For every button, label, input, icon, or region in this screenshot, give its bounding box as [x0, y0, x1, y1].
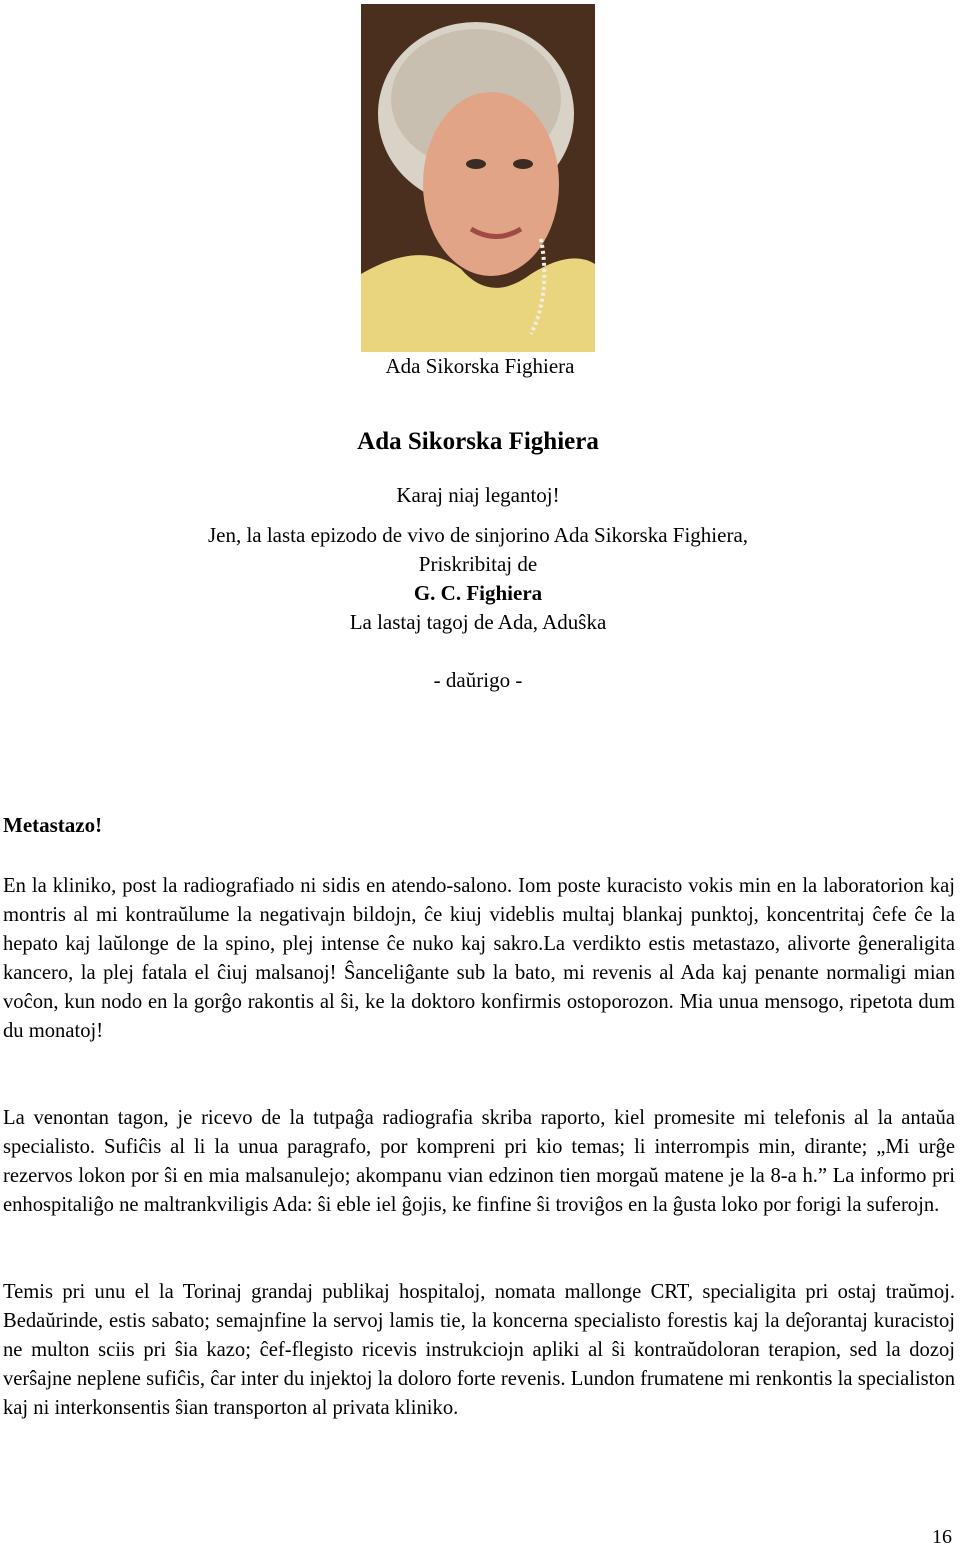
- greeting: Karaj niaj legantoj!: [396, 483, 560, 507]
- paragraph-2: La venontan tagon, je ricevo de la tutpaĝa radiografia skriba raporto, kiel promesite mi telefonis al la antaŭa specialisto. Sufiĉis al li la unua paragrafo, por kompreni pri kio temas; li interrompis min, dirante; „Mi urĝe rezervos lokon por ŝi en mia malsanulejo; akompanu vian edzinon tien morgaŭ matene je la 8-a h.” La informo pri enhospitaliĝo ne maltrankviligis Ada: ŝi eble iel ĝojis, ke finfine ŝi troviĝos en la ĝusta loko por forigi la suferojn.: [3, 1107, 955, 1216]
- intro-line-1: Jen, la lasta epizodo de vivo de sinjorino Ada Sikorska Fighiera,: [207, 523, 749, 547]
- author-name: G. C. Fighiera: [413, 581, 543, 605]
- continuation-marker: - daŭrigo -: [433, 668, 523, 692]
- portrait-photo: [361, 4, 595, 352]
- document-title: Ada Sikorska Fighiera: [357, 428, 599, 455]
- page-number: 16: [932, 1526, 952, 1548]
- intro-line-2: Priskribitaj de: [418, 552, 538, 576]
- portrait-illustration: [361, 4, 595, 352]
- paragraph-3: Temis pri unu el la Torinaj grandaj publikaj hospitaloj, nomata mallonge CRT, specialigita pri ostaj traŭmoj. Bedaŭrinde, estis sabato; semajnfine la servoj lamis tie, la koncerna specialisto forestis kaj la deĵorantaj kuracistoj ne multon sciis pri ŝia kazo; ĉef-flegisto ricevis instrukciojn apliki al ŝi kontraŭdoloran terapion, sed la dozoj verŝajne neplene sufiĉis, ĉar inter du injektoj la doloro forte revenis. Lundon frumatene mi renkontis la specialiston kaj ni interkonsentis ŝian transporton al privata kliniko.: [3, 1281, 955, 1419]
- section-heading: Metastazo!: [3, 813, 103, 837]
- paragraph-1: En la kliniko, post la radiografiado ni sidis en atendo-salono. Iom poste kuracisto vokis min en la laboratorion kaj montris al mi kontraŭlume la negativajn bildojn, ĉe kiuj videblis multaj blankaj punktoj, koncentritaj ĉefe ĉe la hepato kaj laŭlonge de la spino, plej intense ĉe nuko kaj sakro.La verdikto estis metastazo, alivorte ĝeneraligita kancero, la plej fatala el ĉiuj malsanoj! Ŝanceliĝante sub la bato, mi revenis al Ada kaj penante normaligi mian voĉon, kun nodo en la gorĝo rakontis al ŝi, ke la doktoro konfirmis ostoporozon. Mia unua mensogo, ripetota dum du monatoj!: [3, 875, 955, 1042]
- work-title: La lastaj tagoj de Ada, Aduŝka: [349, 610, 607, 634]
- photo-caption: Ada Sikorska Fighiera: [385, 354, 575, 378]
